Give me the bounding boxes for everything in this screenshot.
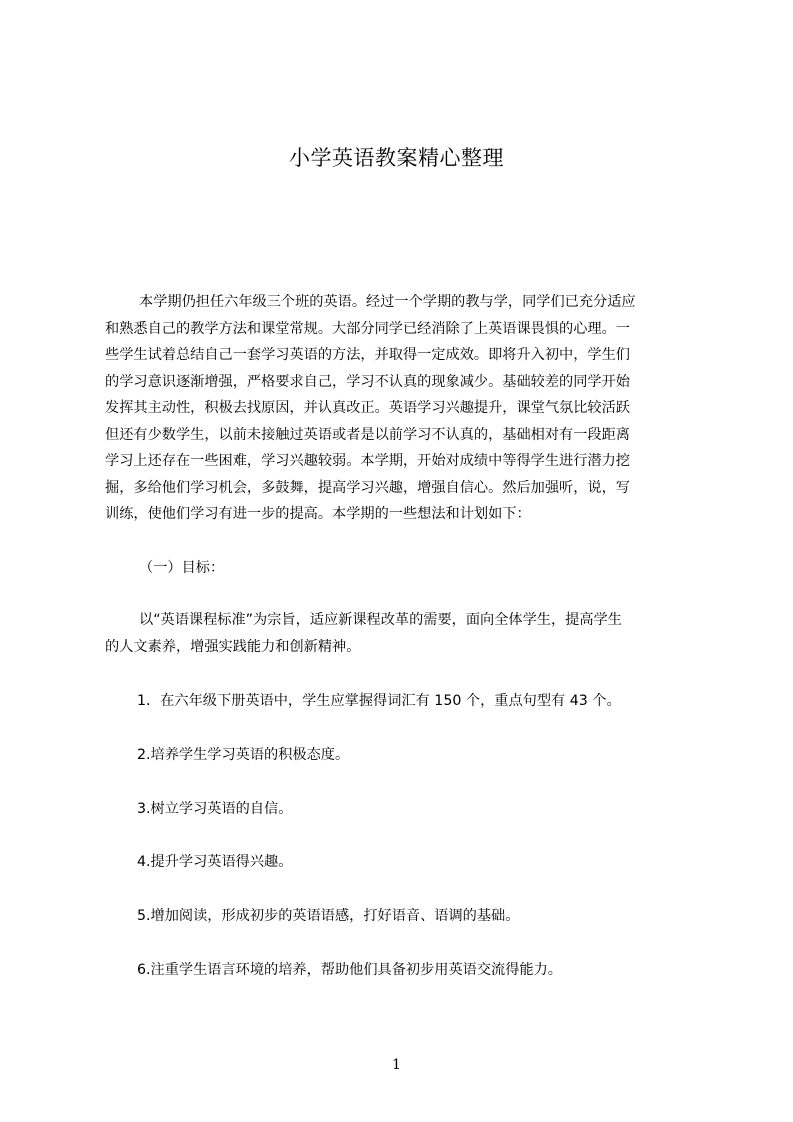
list-item: 5.增加阅读，形成初步的英语语感，打好语音、语调的基础。 <box>137 908 520 924</box>
intro-line: 掘，多给他们学习机会，多鼓舞，提高学习兴趣，增强自信心。然后加强听，说，写 <box>105 479 630 496</box>
goal-paragraph-line: 的人文素养，增强实践能力和创新精神。 <box>105 639 361 655</box>
intro-line: 本学期仍担任六年级三个班的英语。经过一个学期的教与学，同学们已充分适应 <box>139 294 636 310</box>
goal-paragraph-line: 以“英语课程标准”为宗旨，适应新课程改革的需要，面向全体学生，提高学生 <box>139 612 622 628</box>
intro-line: 训练，使他们学习有进一步的提高。本学期的一些想法和计划如下： <box>105 506 531 522</box>
intro-line: 但还有少数学生，以前未接触过英语或者是以前学习不认真的，基础相对有一段距离 <box>105 426 630 443</box>
page-number: 1 <box>392 1057 401 1073</box>
intro-line: 学习上还存在一些困难，学习兴趣较弱。本学期，开始对成绩中等得学生进行潜力挖 <box>105 453 630 469</box>
list-item: 4.提升学习英语得兴趣。 <box>137 854 293 870</box>
section-heading: （一）目标： <box>139 560 225 576</box>
intro-line: 发挥其主动性，积极去找原因，并认真改正。英语学习兴趣提升，课堂气氛比较活跃 <box>105 400 630 416</box>
list-item: 2.培养学生学习英语的积极态度。 <box>137 747 350 763</box>
intro-paragraph <box>105 289 699 529</box>
document-title: 小学英语教案精心整理 <box>289 146 504 170</box>
intro-line: 和熟悉自己的教学方法和课堂常规。大部分同学已经消除了上英语课畏惧的心理。一 <box>105 320 630 337</box>
list-item: 1．在六年级下册英语中，学生应掌握得词汇有 150 个，重点句型有 43 个。 <box>137 693 621 709</box>
intro-line: 些学生试着总结自己一套学习英语的方法，并取得一定成效。即将升入初中，学生们 <box>105 347 630 363</box>
intro-line: 的学习意识逐渐增强，严格要求自己，学习不认真的现象减少。基础较差的同学开始 <box>105 373 630 390</box>
list-item: 3.树立学习英语的自信。 <box>137 801 293 817</box>
list-item: 6.注重学生语言环境的培养，帮助他们具备初步用英语交流得能力。 <box>137 962 562 978</box>
